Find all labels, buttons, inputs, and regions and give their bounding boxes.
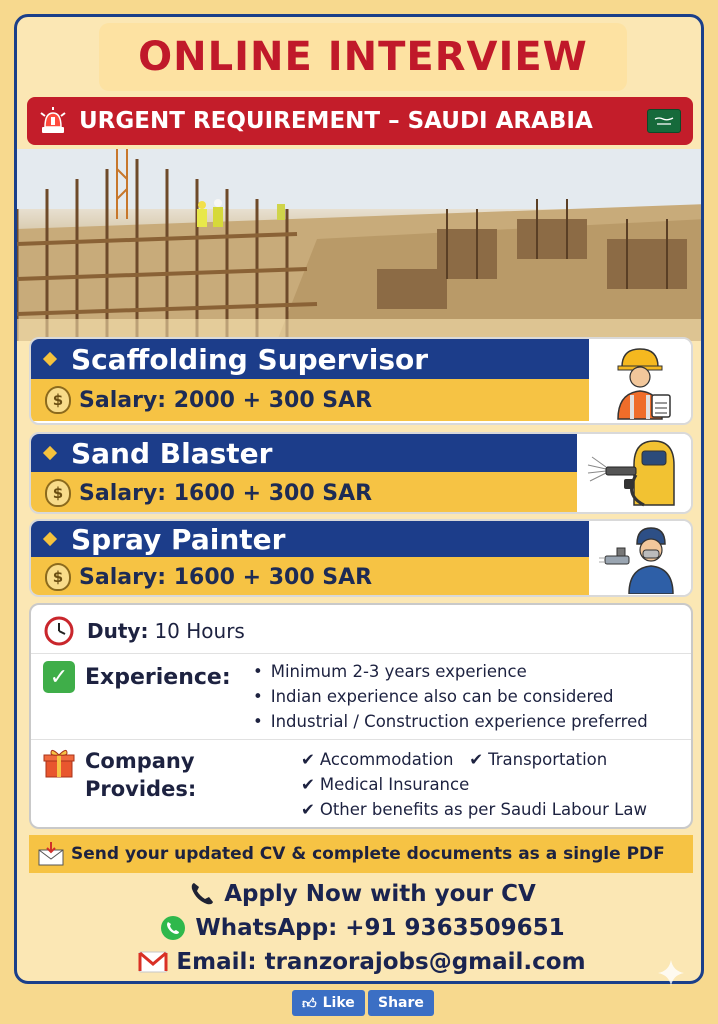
- experience-label: Experience:: [85, 664, 231, 690]
- job-card-sand-blaster: [29, 432, 693, 514]
- saudi-flag-icon: [647, 109, 681, 133]
- apply-line: [17, 877, 704, 911]
- gmail-icon: [138, 951, 168, 973]
- diamond-bullet-icon: [43, 446, 57, 460]
- like-label: Like: [322, 995, 355, 1011]
- whatsapp-icon: [159, 914, 187, 942]
- duty-value: 10 Hours: [154, 619, 245, 643]
- apply-text: Apply Now with your CV: [224, 881, 536, 907]
- list-item: • Industrial / Construction experience preferred: [253, 709, 648, 734]
- like-button[interactable]: [292, 990, 365, 1016]
- construction-site-image: [17, 149, 704, 341]
- envelope-icon: [37, 842, 65, 866]
- job-title: Spray Painter: [71, 522, 286, 556]
- diamond-bullet-icon: [43, 352, 57, 366]
- job-salary-bar: [31, 379, 591, 421]
- job-salary-bar: [31, 557, 591, 597]
- money-bag-icon: $: [45, 563, 71, 591]
- cv-note-bar: [29, 835, 693, 873]
- job-title: Scaffolding Supervisor: [71, 342, 429, 376]
- job-salary: Salary: 1600 + 300 SAR: [79, 564, 373, 590]
- job-title-bar: [31, 521, 591, 557]
- siren-icon: [39, 107, 67, 135]
- experience-label-group: [43, 661, 231, 693]
- phone-icon: [188, 880, 216, 908]
- apply-block: [17, 877, 704, 979]
- provides-label-group: [43, 747, 196, 803]
- clock-icon: [43, 615, 75, 647]
- list-item: • Minimum 2-3 years experience: [253, 659, 648, 684]
- job-title: Sand Blaster: [71, 436, 273, 470]
- provides-list: [301, 747, 647, 822]
- job-title-bar: [31, 339, 591, 379]
- sparkle-icon: [656, 958, 686, 988]
- urgent-text: URGENT REQUIREMENT – SAUDI ARABIA: [79, 108, 593, 134]
- job-poster: [14, 14, 704, 984]
- provides-label-line2: Provides:: [85, 777, 197, 801]
- whatsapp-line[interactable]: [17, 911, 704, 945]
- list-item: ✔ Other benefits as per Saudi Labour Law: [301, 800, 647, 819]
- supervisor-icon: [589, 339, 691, 423]
- duty-label: Duty:: [87, 619, 149, 643]
- money-bag-icon: $: [45, 386, 71, 414]
- divider: [31, 653, 691, 654]
- thumbs-up-icon: 👍︎: [302, 995, 317, 1012]
- job-salary: Salary: 2000 + 300 SAR: [79, 387, 373, 413]
- cv-note: Send your updated CV & complete documents as a single PDF: [71, 844, 665, 864]
- sand-blaster-icon: [577, 434, 691, 512]
- email-text: Email: tranzorajobs@gmail.com: [176, 949, 586, 975]
- list-item: ✔ Medical Insurance: [301, 775, 469, 794]
- share-label: Share: [378, 995, 424, 1011]
- diamond-bullet-icon: [43, 532, 57, 546]
- email-line[interactable]: [17, 945, 704, 979]
- whatsapp-text: WhatsApp: +91 9363509651: [195, 915, 565, 941]
- job-card-scaffolding-supervisor: [29, 337, 693, 425]
- check-mark-icon: ✓: [43, 661, 75, 693]
- job-salary-bar: [31, 472, 579, 514]
- poster-title: ONLINE INTERVIEW: [138, 34, 588, 80]
- list-item: ✔ Transportation: [469, 750, 607, 769]
- job-salary: Salary: 1600 + 300 SAR: [79, 480, 373, 506]
- duty-row: [43, 615, 245, 647]
- gift-icon: [43, 747, 75, 779]
- money-bag-icon: $: [45, 479, 71, 507]
- list-item: ✔ Accommodation: [301, 750, 454, 769]
- provides-label-line1: Company: [85, 749, 195, 773]
- job-title-bar: [31, 434, 579, 472]
- share-button[interactable]: [368, 990, 434, 1016]
- list-item: • Indian experience also can be considered: [253, 684, 648, 709]
- job-card-spray-painter: [29, 519, 693, 597]
- experience-list: [253, 659, 648, 734]
- details-panel: [29, 603, 693, 829]
- spray-painter-icon: [589, 521, 691, 595]
- urgent-banner: [27, 97, 693, 145]
- title-banner: [99, 23, 627, 91]
- divider: [31, 739, 691, 740]
